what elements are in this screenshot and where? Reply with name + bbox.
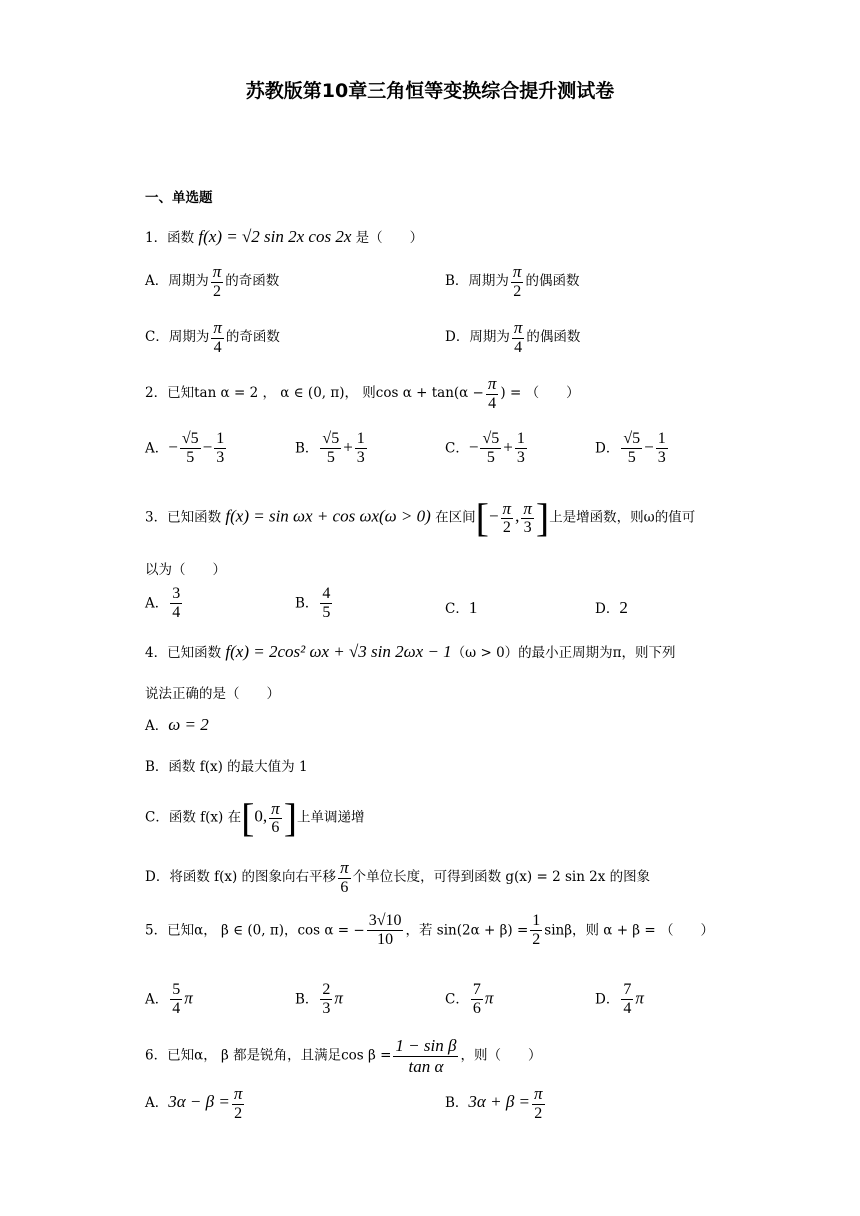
q6-option-b[interactable]: B．3α + β = $\frac{\pi}{2}$ [445, 1084, 543, 1122]
section-heading: 一、单选题 [145, 190, 213, 206]
q1-option-a[interactable]: A．周期为 $\frac{\pi}{2}$ 的奇函数 [145, 262, 280, 300]
q2-option-a[interactable]: A．− $\frac{√5}{5}$ − $\frac{1}{3}$ [145, 430, 225, 467]
q3-option-b[interactable]: B． $\frac{4}{5}$ [295, 585, 331, 622]
q1-option-d[interactable]: D．周期为 $\frac{\pi}{4}$ 的偶函数 [445, 318, 581, 356]
q4-option-b[interactable]: B．函数 f(x) 的最大值为 1 [145, 759, 308, 775]
q3-option-a[interactable]: A． $\frac{3}{4}$ [145, 585, 181, 622]
question-2: 2．已知tan α = 2 ， α ∈ (0, π)， 则cos α + tan(α − $\frac{\pi}{4}$ ) = （ ） [145, 374, 580, 412]
q1-option-b[interactable]: B．周期为 $\frac{\pi}{2}$ 的偶函数 [445, 262, 580, 300]
q3-option-c[interactable]: C．1 [445, 598, 478, 617]
q1-option-c[interactable]: C．周期为 $\frac{\pi}{4}$ 的奇函数 [145, 318, 280, 356]
question-4: 4．已知函数 f(x) = 2cos² ωx + √3 sin 2ωx − 1（ω > 0）的最小正周期为π，则下列 [145, 642, 676, 661]
q5-option-d[interactable]: D． $\frac{7}{4}$ π [595, 981, 644, 1018]
q3-option-d[interactable]: D．2 [595, 598, 628, 617]
question-4-line-2: 说法正确的是（ ） [145, 686, 280, 702]
q5-option-c[interactable]: C． $\frac{7}{6}$ π [445, 981, 494, 1018]
question-6: 6．已知α， β 都是锐角，且满足cos β = $\frac{\text{1 − sin β}}{\text{tan α}}$ ，则（ ） [145, 1036, 542, 1076]
q2-option-d[interactable]: D． $\frac{√5}{5}$ − $\frac{1}{3}$ [595, 430, 666, 467]
q4-option-d[interactable]: D．将函数 f(x) 的图象向右平移 $\frac{\pi}{6}$ 个单位长度，可得到函数 g(x) = 2 sin 2x 的图象 [145, 858, 651, 896]
q4-option-c[interactable]: C．函数 f(x) 在[0, $\frac{\pi}{6}$ ]上单调递增 [145, 795, 365, 840]
q5-option-a[interactable]: A． $\frac{5}{4}$ π [145, 981, 193, 1018]
page-title: 苏教版第10章三角恒等变换综合提升测试卷 [245, 80, 615, 102]
q4-option-a[interactable]: A．ω = 2 [145, 715, 209, 734]
q5-option-b[interactable]: B． $\frac{2}{3}$ π [295, 981, 343, 1018]
q2-option-b[interactable]: B． $\frac{√5}{5}$ + $\frac{1}{3}$ [295, 430, 365, 467]
q6-option-a[interactable]: A．3α − β = $\frac{\pi}{2}$ [145, 1084, 243, 1122]
q2-option-c[interactable]: C．− $\frac{√5}{5}$ + $\frac{1}{3}$ [445, 430, 525, 467]
question-5: 5．已知α， β ∈ (0, π)，cos α = − $\frac{3√10}{10}$ ，若 sin(2α + β) = $\frac{1}{2}$ sinβ，则 α + β = （ ） [145, 912, 715, 949]
question-3: 3．已知函数 f(x) = sin ωx + cos ωx(ω > 0) 在区间[− $\frac{\pi}{2}$ , $\frac{\pi}{3}$ ]上是增函数，则ω的值可 [145, 495, 696, 540]
question-3-line-2: 以为（ ） [145, 562, 226, 578]
question-1: 1．函数 f(x) = √2 sin 2x cos 2x 是（ ） [145, 227, 424, 246]
